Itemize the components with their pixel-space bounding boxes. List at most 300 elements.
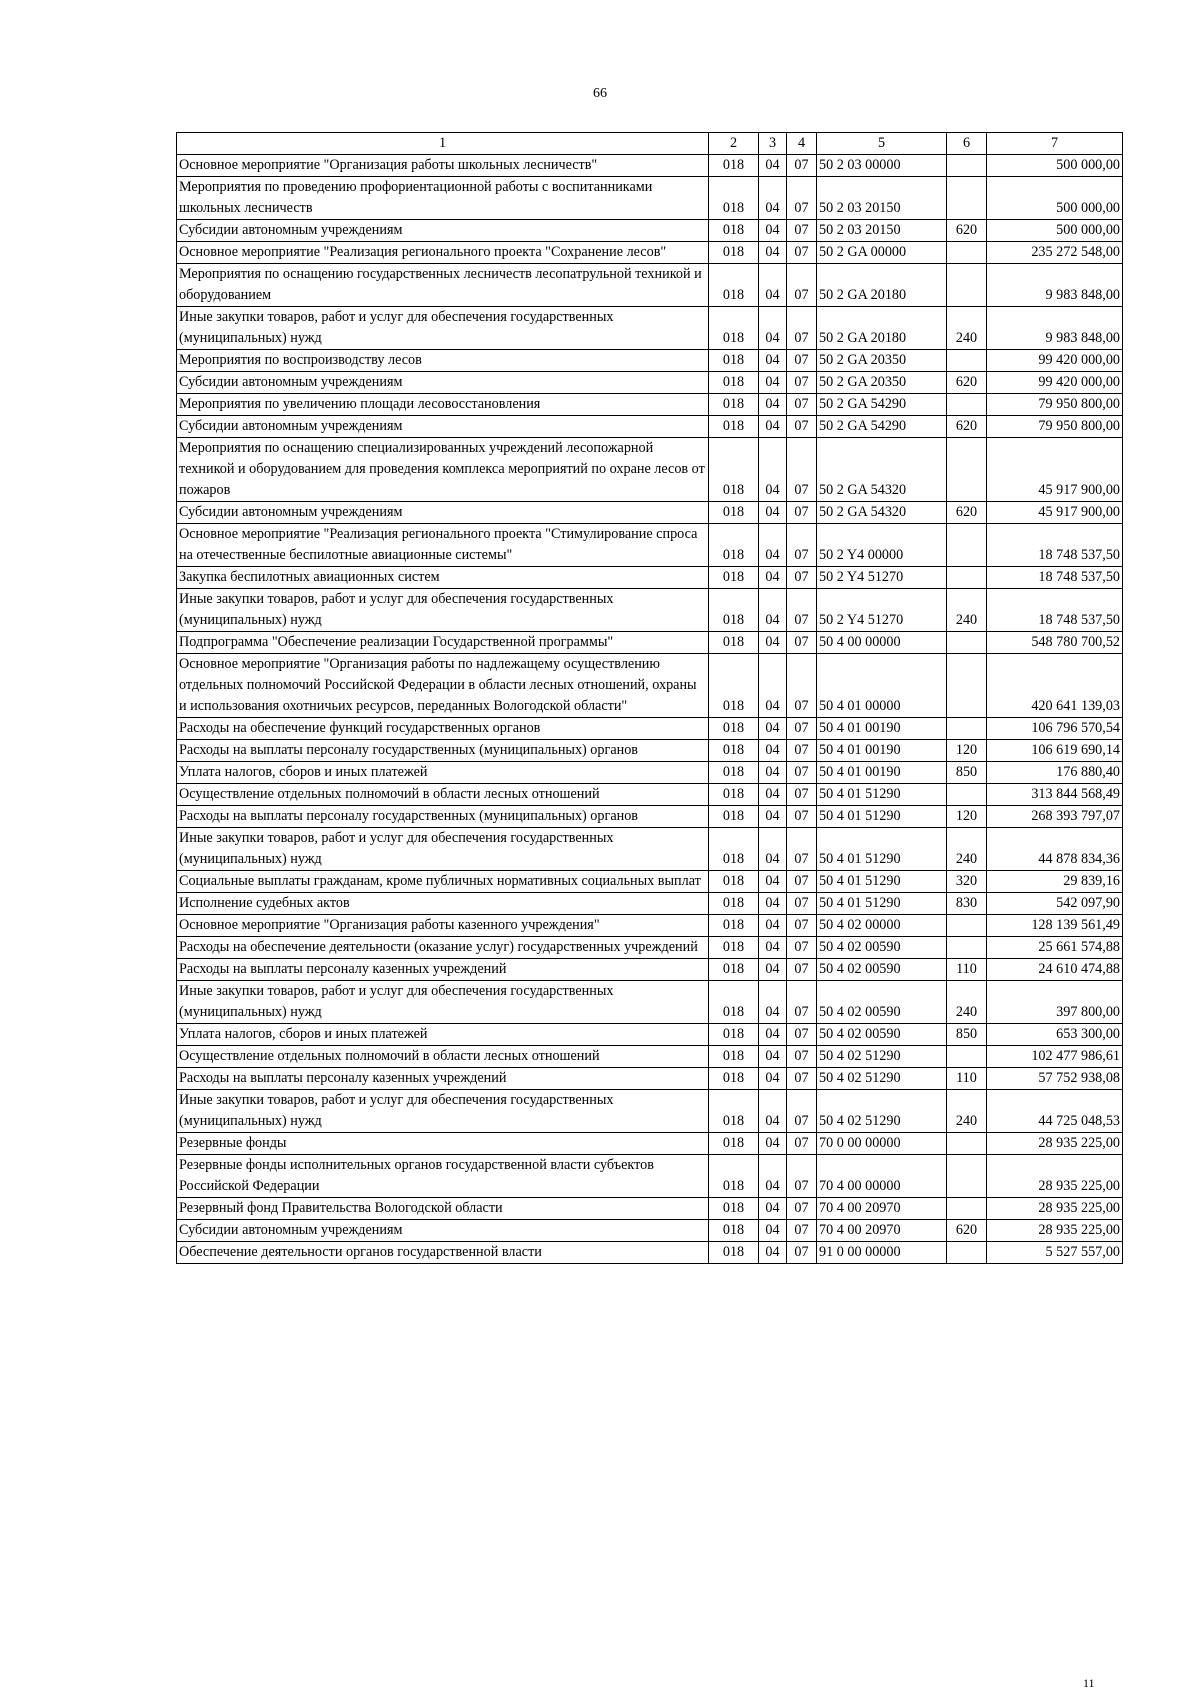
subsection-cell: 07 bbox=[787, 307, 817, 350]
section-cell: 04 bbox=[759, 654, 787, 718]
admin-code-cell: 018 bbox=[709, 784, 759, 806]
target-article-cell: 50 2 GA 54290 bbox=[817, 416, 947, 438]
table-row bbox=[177, 740, 1123, 762]
subsection-cell: 07 bbox=[787, 502, 817, 524]
amount-cell: 99 420 000,00 bbox=[987, 350, 1123, 372]
expense-type-cell bbox=[947, 350, 987, 372]
amount-cell: 500 000,00 bbox=[987, 155, 1123, 177]
amount-cell: 542 097,90 bbox=[987, 893, 1123, 915]
section-cell: 04 bbox=[759, 242, 787, 264]
expense-type-cell: 120 bbox=[947, 740, 987, 762]
admin-code-cell: 018 bbox=[709, 524, 759, 567]
table-row bbox=[177, 654, 1123, 718]
section-cell: 04 bbox=[759, 762, 787, 784]
name-cell: Иные закупки товаров, работ и услуг для обеспечения государственных (муниципальных) нужд bbox=[177, 1090, 709, 1133]
admin-code-cell: 018 bbox=[709, 654, 759, 718]
header-row bbox=[177, 133, 1123, 155]
name-cell: Подпрограмма "Обеспечение реализации Государственной программы" bbox=[177, 632, 709, 654]
table-row bbox=[177, 155, 1123, 177]
name-cell: Резервные фонды исполнительных органов государственной власти субъектов Российской Федерации bbox=[177, 1155, 709, 1198]
name-cell: Резервные фонды bbox=[177, 1133, 709, 1155]
page-number: 66 bbox=[593, 86, 607, 101]
subsection-cell: 07 bbox=[787, 762, 817, 784]
subsection-cell: 07 bbox=[787, 589, 817, 632]
target-article-cell: 50 4 01 51290 bbox=[817, 893, 947, 915]
admin-code-cell: 018 bbox=[709, 1024, 759, 1046]
expense-type-cell: 620 bbox=[947, 220, 987, 242]
amount-cell: 25 661 574,88 bbox=[987, 937, 1123, 959]
target-article-cell: 50 4 00 00000 bbox=[817, 632, 947, 654]
admin-code-cell: 018 bbox=[709, 350, 759, 372]
subsection-cell: 07 bbox=[787, 155, 817, 177]
expense-type-cell: 110 bbox=[947, 959, 987, 981]
section-cell: 04 bbox=[759, 915, 787, 937]
section-cell: 04 bbox=[759, 502, 787, 524]
expense-type-cell bbox=[947, 1242, 987, 1264]
subsection-cell: 07 bbox=[787, 718, 817, 740]
target-article-cell: 70 4 00 20970 bbox=[817, 1220, 947, 1242]
amount-cell: 28 935 225,00 bbox=[987, 1220, 1123, 1242]
expense-type-cell bbox=[947, 1133, 987, 1155]
section-cell: 04 bbox=[759, 1068, 787, 1090]
section-cell: 04 bbox=[759, 1046, 787, 1068]
subsection-cell: 07 bbox=[787, 567, 817, 589]
section-cell: 04 bbox=[759, 350, 787, 372]
name-cell: Закупка беспилотных авиационных систем bbox=[177, 567, 709, 589]
section-cell: 04 bbox=[759, 959, 787, 981]
expense-type-cell bbox=[947, 264, 987, 307]
target-article-cell: 50 2 GA 20350 bbox=[817, 350, 947, 372]
table-row bbox=[177, 937, 1123, 959]
subsection-cell: 07 bbox=[787, 915, 817, 937]
target-article-cell: 70 4 00 20970 bbox=[817, 1198, 947, 1220]
table-row bbox=[177, 1068, 1123, 1090]
table-row bbox=[177, 1024, 1123, 1046]
name-cell: Иные закупки товаров, работ и услуг для обеспечения государственных (муниципальных) нужд bbox=[177, 307, 709, 350]
subsection-cell: 07 bbox=[787, 654, 817, 718]
section-cell: 04 bbox=[759, 784, 787, 806]
header-col-7: 7 bbox=[987, 133, 1123, 155]
section-cell: 04 bbox=[759, 177, 787, 220]
name-cell: Основное мероприятие "Реализация регионального проекта "Стимулирование спроса на отечественные беспилотные авиационные системы" bbox=[177, 524, 709, 567]
section-cell: 04 bbox=[759, 740, 787, 762]
amount-cell: 106 796 570,54 bbox=[987, 718, 1123, 740]
subsection-cell: 07 bbox=[787, 1133, 817, 1155]
subsection-cell: 07 bbox=[787, 372, 817, 394]
target-article-cell: 50 2 Y4 51270 bbox=[817, 567, 947, 589]
target-article-cell: 50 4 02 00590 bbox=[817, 981, 947, 1024]
amount-cell: 18 748 537,50 bbox=[987, 567, 1123, 589]
expense-type-cell: 240 bbox=[947, 1090, 987, 1133]
amount-cell: 45 917 900,00 bbox=[987, 438, 1123, 502]
name-cell: Субсидии автономным учреждениям bbox=[177, 502, 709, 524]
expense-type-cell: 110 bbox=[947, 1068, 987, 1090]
expense-type-cell bbox=[947, 915, 987, 937]
header-col-2: 2 bbox=[709, 133, 759, 155]
admin-code-cell: 018 bbox=[709, 1220, 759, 1242]
table-row bbox=[177, 1155, 1123, 1198]
section-cell: 04 bbox=[759, 1220, 787, 1242]
amount-cell: 18 748 537,50 bbox=[987, 589, 1123, 632]
section-cell: 04 bbox=[759, 1242, 787, 1264]
subsection-cell: 07 bbox=[787, 959, 817, 981]
header-col-1: 1 bbox=[177, 133, 709, 155]
amount-cell: 128 139 561,49 bbox=[987, 915, 1123, 937]
admin-code-cell: 018 bbox=[709, 416, 759, 438]
table-row bbox=[177, 784, 1123, 806]
subsection-cell: 07 bbox=[787, 937, 817, 959]
expense-type-cell bbox=[947, 784, 987, 806]
admin-code-cell: 018 bbox=[709, 242, 759, 264]
amount-cell: 79 950 800,00 bbox=[987, 416, 1123, 438]
expense-type-cell bbox=[947, 1198, 987, 1220]
target-article-cell: 50 2 GA 00000 bbox=[817, 242, 947, 264]
target-article-cell: 50 4 02 00590 bbox=[817, 1024, 947, 1046]
amount-cell: 548 780 700,52 bbox=[987, 632, 1123, 654]
table-row bbox=[177, 915, 1123, 937]
admin-code-cell: 018 bbox=[709, 959, 759, 981]
admin-code-cell: 018 bbox=[709, 1090, 759, 1133]
name-cell: Мероприятия по увеличению площади лесовосстановления bbox=[177, 394, 709, 416]
amount-cell: 500 000,00 bbox=[987, 177, 1123, 220]
target-article-cell: 50 2 GA 54290 bbox=[817, 394, 947, 416]
name-cell: Основное мероприятие "Реализация регионального проекта "Сохранение лесов" bbox=[177, 242, 709, 264]
header-col-5: 5 bbox=[817, 133, 947, 155]
name-cell: Расходы на выплаты персоналу государственных (муниципальных) органов bbox=[177, 740, 709, 762]
admin-code-cell: 018 bbox=[709, 718, 759, 740]
section-cell: 04 bbox=[759, 1198, 787, 1220]
table-row bbox=[177, 1046, 1123, 1068]
amount-cell: 18 748 537,50 bbox=[987, 524, 1123, 567]
section-cell: 04 bbox=[759, 828, 787, 871]
admin-code-cell: 018 bbox=[709, 937, 759, 959]
expense-type-cell: 240 bbox=[947, 589, 987, 632]
admin-code-cell: 018 bbox=[709, 177, 759, 220]
target-article-cell: 50 4 01 00190 bbox=[817, 762, 947, 784]
name-cell: Социальные выплаты гражданам, кроме публичных нормативных социальных выплат bbox=[177, 871, 709, 893]
amount-cell: 44 878 834,36 bbox=[987, 828, 1123, 871]
admin-code-cell: 018 bbox=[709, 762, 759, 784]
amount-cell: 45 917 900,00 bbox=[987, 502, 1123, 524]
subsection-cell: 07 bbox=[787, 1068, 817, 1090]
name-cell: Уплата налогов, сборов и иных платежей bbox=[177, 1024, 709, 1046]
target-article-cell: 50 4 02 00000 bbox=[817, 915, 947, 937]
target-article-cell: 50 4 02 51290 bbox=[817, 1090, 947, 1133]
target-article-cell: 70 4 00 00000 bbox=[817, 1155, 947, 1198]
section-cell: 04 bbox=[759, 372, 787, 394]
admin-code-cell: 018 bbox=[709, 264, 759, 307]
table-row bbox=[177, 718, 1123, 740]
section-cell: 04 bbox=[759, 220, 787, 242]
corner-mark: 11 bbox=[1083, 1676, 1095, 1690]
name-cell: Иные закупки товаров, работ и услуг для обеспечения государственных (муниципальных) нужд bbox=[177, 828, 709, 871]
name-cell: Мероприятия по воспроизводству лесов bbox=[177, 350, 709, 372]
table-row bbox=[177, 264, 1123, 307]
admin-code-cell: 018 bbox=[709, 1068, 759, 1090]
section-cell: 04 bbox=[759, 264, 787, 307]
table-row bbox=[177, 567, 1123, 589]
section-cell: 04 bbox=[759, 307, 787, 350]
target-article-cell: 50 2 03 00000 bbox=[817, 155, 947, 177]
subsection-cell: 07 bbox=[787, 1155, 817, 1198]
table-row bbox=[177, 1198, 1123, 1220]
admin-code-cell: 018 bbox=[709, 1198, 759, 1220]
name-cell: Субсидии автономным учреждениям bbox=[177, 416, 709, 438]
table-row bbox=[177, 350, 1123, 372]
target-article-cell: 50 2 Y4 00000 bbox=[817, 524, 947, 567]
admin-code-cell: 018 bbox=[709, 632, 759, 654]
subsection-cell: 07 bbox=[787, 1090, 817, 1133]
expense-type-cell: 830 bbox=[947, 893, 987, 915]
target-article-cell: 91 0 00 00000 bbox=[817, 1242, 947, 1264]
section-cell: 04 bbox=[759, 589, 787, 632]
target-article-cell: 50 2 GA 54320 bbox=[817, 438, 947, 502]
amount-cell: 102 477 986,61 bbox=[987, 1046, 1123, 1068]
name-cell: Исполнение судебных актов bbox=[177, 893, 709, 915]
section-cell: 04 bbox=[759, 871, 787, 893]
admin-code-cell: 018 bbox=[709, 828, 759, 871]
table-row bbox=[177, 871, 1123, 893]
amount-cell: 28 935 225,00 bbox=[987, 1155, 1123, 1198]
subsection-cell: 07 bbox=[787, 438, 817, 502]
name-cell: Осуществление отдельных полномочий в области лесных отношений bbox=[177, 784, 709, 806]
name-cell: Осуществление отдельных полномочий в области лесных отношений bbox=[177, 1046, 709, 1068]
expense-type-cell bbox=[947, 155, 987, 177]
subsection-cell: 07 bbox=[787, 784, 817, 806]
expense-type-cell: 240 bbox=[947, 981, 987, 1024]
admin-code-cell: 018 bbox=[709, 155, 759, 177]
target-article-cell: 50 2 GA 20180 bbox=[817, 264, 947, 307]
name-cell: Расходы на выплаты персоналу казенных учреждений bbox=[177, 1068, 709, 1090]
subsection-cell: 07 bbox=[787, 242, 817, 264]
expense-type-cell: 850 bbox=[947, 762, 987, 784]
table-row bbox=[177, 806, 1123, 828]
name-cell: Иные закупки товаров, работ и услуг для обеспечения государственных (муниципальных) нужд bbox=[177, 981, 709, 1024]
name-cell: Иные закупки товаров, работ и услуг для обеспечения государственных (муниципальных) нужд bbox=[177, 589, 709, 632]
section-cell: 04 bbox=[759, 893, 787, 915]
target-article-cell: 50 4 01 51290 bbox=[817, 784, 947, 806]
table-row bbox=[177, 1133, 1123, 1155]
section-cell: 04 bbox=[759, 1090, 787, 1133]
name-cell: Субсидии автономным учреждениям bbox=[177, 1220, 709, 1242]
section-cell: 04 bbox=[759, 155, 787, 177]
amount-cell: 29 839,16 bbox=[987, 871, 1123, 893]
subsection-cell: 07 bbox=[787, 740, 817, 762]
target-article-cell: 50 2 GA 20180 bbox=[817, 307, 947, 350]
admin-code-cell: 018 bbox=[709, 893, 759, 915]
name-cell: Мероприятия по оснащению государственных лесничеств лесопатрульной техникой и оборудованием bbox=[177, 264, 709, 307]
subsection-cell: 07 bbox=[787, 1220, 817, 1242]
amount-cell: 28 935 225,00 bbox=[987, 1133, 1123, 1155]
subsection-cell: 07 bbox=[787, 350, 817, 372]
table-row bbox=[177, 242, 1123, 264]
name-cell: Расходы на выплаты персоналу казенных учреждений bbox=[177, 959, 709, 981]
name-cell: Мероприятия по проведению профориентационной работы с воспитанниками школьных лесничеств bbox=[177, 177, 709, 220]
expense-type-cell: 620 bbox=[947, 1220, 987, 1242]
amount-cell: 79 950 800,00 bbox=[987, 394, 1123, 416]
table-row bbox=[177, 981, 1123, 1024]
target-article-cell: 50 4 02 51290 bbox=[817, 1046, 947, 1068]
subsection-cell: 07 bbox=[787, 394, 817, 416]
admin-code-cell: 018 bbox=[709, 220, 759, 242]
expense-type-cell: 320 bbox=[947, 871, 987, 893]
admin-code-cell: 018 bbox=[709, 1242, 759, 1264]
expense-type-cell: 850 bbox=[947, 1024, 987, 1046]
expense-type-cell bbox=[947, 567, 987, 589]
subsection-cell: 07 bbox=[787, 264, 817, 307]
target-article-cell: 70 0 00 00000 bbox=[817, 1133, 947, 1155]
section-cell: 04 bbox=[759, 394, 787, 416]
table-row bbox=[177, 220, 1123, 242]
name-cell: Резервный фонд Правительства Вологодской области bbox=[177, 1198, 709, 1220]
subsection-cell: 07 bbox=[787, 632, 817, 654]
section-cell: 04 bbox=[759, 567, 787, 589]
target-article-cell: 50 4 01 51290 bbox=[817, 828, 947, 871]
name-cell: Мероприятия по оснащению специализированных учреждений лесопожарной техникой и оборудованием для проведения комплекса мероприятий по охране лесов от пожаров bbox=[177, 438, 709, 502]
target-article-cell: 50 2 Y4 51270 bbox=[817, 589, 947, 632]
admin-code-cell: 018 bbox=[709, 915, 759, 937]
subsection-cell: 07 bbox=[787, 177, 817, 220]
expense-type-cell bbox=[947, 524, 987, 567]
subsection-cell: 07 bbox=[787, 1046, 817, 1068]
subsection-cell: 07 bbox=[787, 871, 817, 893]
section-cell: 04 bbox=[759, 937, 787, 959]
section-cell: 04 bbox=[759, 438, 787, 502]
expense-type-cell: 620 bbox=[947, 416, 987, 438]
name-cell: Расходы на выплаты персоналу государственных (муниципальных) органов bbox=[177, 806, 709, 828]
section-cell: 04 bbox=[759, 718, 787, 740]
amount-cell: 9 983 848,00 bbox=[987, 307, 1123, 350]
amount-cell: 24 610 474,88 bbox=[987, 959, 1123, 981]
admin-code-cell: 018 bbox=[709, 307, 759, 350]
section-cell: 04 bbox=[759, 524, 787, 567]
table-row bbox=[177, 828, 1123, 871]
admin-code-cell: 018 bbox=[709, 1133, 759, 1155]
expense-type-cell bbox=[947, 242, 987, 264]
expense-type-cell: 240 bbox=[947, 307, 987, 350]
amount-cell: 44 725 048,53 bbox=[987, 1090, 1123, 1133]
header-col-3: 3 bbox=[759, 133, 787, 155]
table-row bbox=[177, 1090, 1123, 1133]
target-article-cell: 50 4 01 00000 bbox=[817, 654, 947, 718]
admin-code-cell: 018 bbox=[709, 502, 759, 524]
amount-cell: 268 393 797,07 bbox=[987, 806, 1123, 828]
admin-code-cell: 018 bbox=[709, 438, 759, 502]
table-row bbox=[177, 762, 1123, 784]
name-cell: Расходы на обеспечение деятельности (оказание услуг) государственных учреждений bbox=[177, 937, 709, 959]
target-article-cell: 50 2 GA 20350 bbox=[817, 372, 947, 394]
table-row bbox=[177, 1220, 1123, 1242]
amount-cell: 653 300,00 bbox=[987, 1024, 1123, 1046]
amount-cell: 28 935 225,00 bbox=[987, 1198, 1123, 1220]
admin-code-cell: 018 bbox=[709, 394, 759, 416]
expense-type-cell bbox=[947, 177, 987, 220]
amount-cell: 106 619 690,14 bbox=[987, 740, 1123, 762]
table-body bbox=[177, 155, 1123, 1264]
admin-code-cell: 018 bbox=[709, 871, 759, 893]
section-cell: 04 bbox=[759, 1155, 787, 1198]
subsection-cell: 07 bbox=[787, 1242, 817, 1264]
subsection-cell: 07 bbox=[787, 1198, 817, 1220]
amount-cell: 9 983 848,00 bbox=[987, 264, 1123, 307]
amount-cell: 57 752 938,08 bbox=[987, 1068, 1123, 1090]
amount-cell: 99 420 000,00 bbox=[987, 372, 1123, 394]
section-cell: 04 bbox=[759, 981, 787, 1024]
section-cell: 04 bbox=[759, 806, 787, 828]
section-cell: 04 bbox=[759, 1133, 787, 1155]
expense-type-cell bbox=[947, 718, 987, 740]
target-article-cell: 50 2 03 20150 bbox=[817, 220, 947, 242]
target-article-cell: 50 4 01 00190 bbox=[817, 740, 947, 762]
subsection-cell: 07 bbox=[787, 524, 817, 567]
amount-cell: 313 844 568,49 bbox=[987, 784, 1123, 806]
amount-cell: 5 527 557,00 bbox=[987, 1242, 1123, 1264]
admin-code-cell: 018 bbox=[709, 1155, 759, 1198]
table-row bbox=[177, 1242, 1123, 1264]
subsection-cell: 07 bbox=[787, 981, 817, 1024]
section-cell: 04 bbox=[759, 416, 787, 438]
expense-type-cell bbox=[947, 654, 987, 718]
table-row bbox=[177, 438, 1123, 502]
section-cell: 04 bbox=[759, 632, 787, 654]
target-article-cell: 50 4 02 00590 bbox=[817, 959, 947, 981]
admin-code-cell: 018 bbox=[709, 806, 759, 828]
target-article-cell: 50 4 01 00190 bbox=[817, 718, 947, 740]
subsection-cell: 07 bbox=[787, 220, 817, 242]
admin-code-cell: 018 bbox=[709, 981, 759, 1024]
target-article-cell: 50 4 02 00590 bbox=[817, 937, 947, 959]
amount-cell: 420 641 139,03 bbox=[987, 654, 1123, 718]
expense-type-cell bbox=[947, 438, 987, 502]
subsection-cell: 07 bbox=[787, 1024, 817, 1046]
budget-table bbox=[176, 132, 1123, 1264]
target-article-cell: 50 2 03 20150 bbox=[817, 177, 947, 220]
amount-cell: 397 800,00 bbox=[987, 981, 1123, 1024]
expense-type-cell: 240 bbox=[947, 828, 987, 871]
name-cell: Субсидии автономным учреждениям bbox=[177, 220, 709, 242]
header-col-6: 6 bbox=[947, 133, 987, 155]
name-cell: Уплата налогов, сборов и иных платежей bbox=[177, 762, 709, 784]
amount-cell: 235 272 548,00 bbox=[987, 242, 1123, 264]
name-cell: Обеспечение деятельности органов государственной власти bbox=[177, 1242, 709, 1264]
admin-code-cell: 018 bbox=[709, 589, 759, 632]
section-cell: 04 bbox=[759, 1024, 787, 1046]
amount-cell: 500 000,00 bbox=[987, 220, 1123, 242]
table-row bbox=[177, 372, 1123, 394]
table-row bbox=[177, 893, 1123, 915]
target-article-cell: 50 4 02 51290 bbox=[817, 1068, 947, 1090]
target-article-cell: 50 2 GA 54320 bbox=[817, 502, 947, 524]
expense-type-cell bbox=[947, 1155, 987, 1198]
subsection-cell: 07 bbox=[787, 416, 817, 438]
expense-type-cell bbox=[947, 394, 987, 416]
expense-type-cell: 120 bbox=[947, 806, 987, 828]
expense-type-cell bbox=[947, 1046, 987, 1068]
admin-code-cell: 018 bbox=[709, 1046, 759, 1068]
admin-code-cell: 018 bbox=[709, 740, 759, 762]
name-cell: Основное мероприятие "Организация работы школьных лесничеств" bbox=[177, 155, 709, 177]
subsection-cell: 07 bbox=[787, 806, 817, 828]
expense-type-cell: 620 bbox=[947, 502, 987, 524]
table-row bbox=[177, 502, 1123, 524]
expense-type-cell bbox=[947, 632, 987, 654]
table-row bbox=[177, 632, 1123, 654]
name-cell: Расходы на обеспечение функций государственных органов bbox=[177, 718, 709, 740]
table-row bbox=[177, 394, 1123, 416]
table-row bbox=[177, 307, 1123, 350]
amount-cell: 176 880,40 bbox=[987, 762, 1123, 784]
subsection-cell: 07 bbox=[787, 828, 817, 871]
